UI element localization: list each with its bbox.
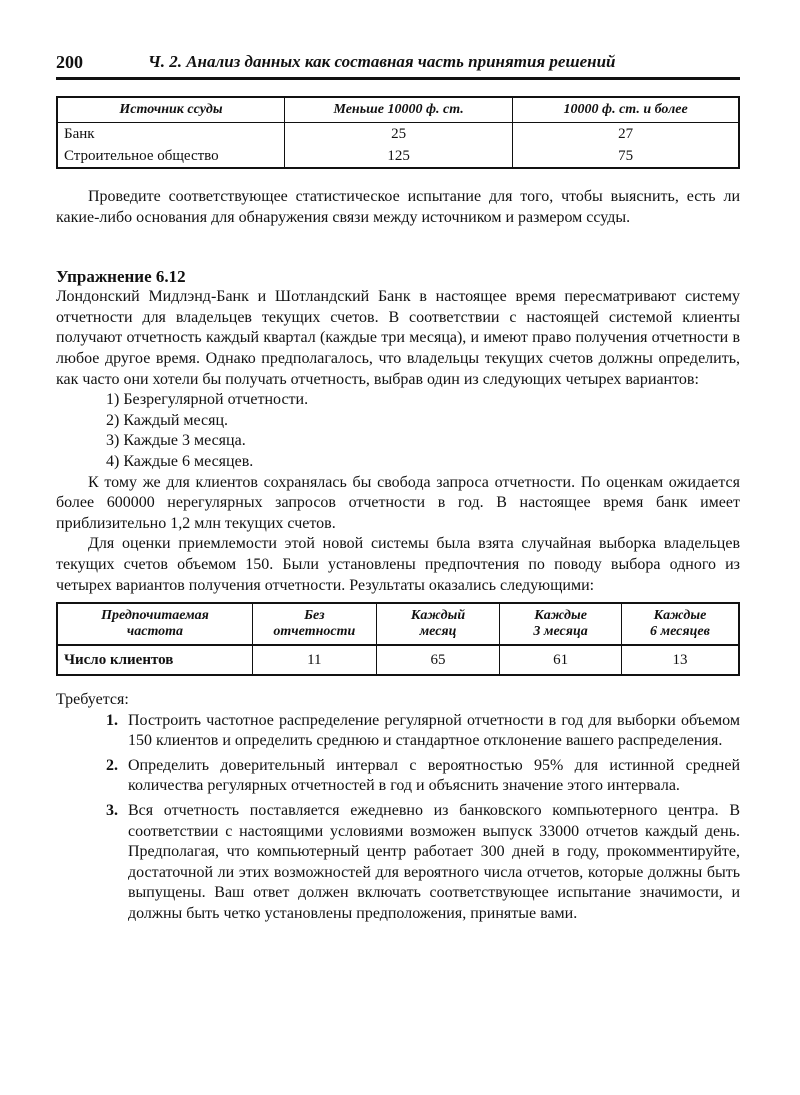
table-cell: 13 bbox=[672, 651, 688, 668]
task-number: 2. bbox=[106, 756, 118, 774]
task-text: Вся отчетность поставляется ежедневно из банковского компьютерного центра. В соответствии с настоящими условиями возможен выпуск 33000 отчетов каждый день. Предполагая, что компьютерный центр работает 300 дней в году, прокомментируйте, достаточной ли этих возможностей для вероятного числа отчетов, которые должны быть выпущены. Ваш ответ должен включать соответствующее испытание значимости, и должны быть четко установлены предположения, принятые вами. bbox=[128, 802, 740, 923]
paragraph: Проведите соответствующее статистическое испытание для того, чтобы выяснить, есть ли какие-либо основания для обнаружения связи между источником и размером ссуды. bbox=[56, 188, 740, 226]
page-number: 200 bbox=[56, 52, 83, 72]
task-text: Определить доверительный интервал с вероятностью 95% для истинной средней количества регулярных отчетностей в год и объяснить значение этого интервала. bbox=[128, 756, 740, 795]
table-row bbox=[57, 645, 739, 675]
table-header-cell bbox=[500, 603, 622, 645]
tasks-list bbox=[56, 711, 740, 925]
table-header-row bbox=[57, 97, 739, 123]
header-line: Предпочитаемая bbox=[101, 608, 209, 624]
header-line: 6 месяцев bbox=[650, 624, 710, 640]
table-row bbox=[57, 123, 739, 146]
table-cell: 75 bbox=[618, 147, 634, 164]
table-header-cell: Меньше 10000 ф. ст. bbox=[284, 97, 512, 123]
list-item: 3) Каждые 3 месяца. bbox=[106, 432, 246, 450]
table-cell: Банк bbox=[57, 123, 284, 146]
page-header bbox=[56, 52, 740, 76]
table-cell: Число клиентов bbox=[57, 645, 252, 675]
list-item bbox=[56, 756, 740, 797]
header-line: Каждый bbox=[410, 608, 466, 624]
header-line: Каждые bbox=[653, 608, 707, 624]
list-item: 1) Безрегулярной отчетности. bbox=[106, 391, 309, 409]
table-row bbox=[57, 145, 739, 168]
frequency-preference-table bbox=[56, 602, 740, 676]
running-head: Ч. 2. Анализ данных как составная часть принятия решений bbox=[148, 52, 616, 71]
table-cell: 65 bbox=[376, 645, 500, 675]
task-text: Построить частотное распределение регулярной отчетности в год для выборки объемом 150 клиентов и определить среднюю и стандартное отклонение вашего распределения. bbox=[128, 711, 740, 750]
header-line: месяц bbox=[419, 624, 457, 640]
table-header-cell: Источник ссуды bbox=[57, 97, 284, 123]
task-number: 3. bbox=[106, 802, 118, 820]
table-header-cell bbox=[252, 603, 376, 645]
header-line: Без bbox=[304, 608, 325, 624]
header-rule bbox=[56, 77, 740, 80]
list-item bbox=[56, 711, 740, 752]
table-header-cell bbox=[621, 603, 739, 645]
page bbox=[56, 52, 740, 929]
paragraph: К тому же для клиентов сохранялась бы свобода запроса отчетности. По оценкам ожидается более 600000 нерегулярных запросов отчетности в год. В настоящее время банк имеет приблизительно 1,2 млн текущих счетов. bbox=[56, 473, 740, 532]
list-item: 2) Каждый месяц. bbox=[106, 411, 229, 429]
required-label: Требуется: bbox=[56, 691, 129, 709]
table-header-row bbox=[57, 603, 739, 645]
table-header-cell bbox=[57, 603, 252, 645]
table-cell: 27 bbox=[618, 125, 634, 142]
table-cell: 11 bbox=[252, 645, 376, 675]
exercise-title: Упражнение 6.12 bbox=[56, 267, 186, 287]
list-item: 4) Каждые 6 месяцев. bbox=[106, 452, 254, 470]
table-header-cell: 10000 ф. ст. и более bbox=[513, 97, 739, 123]
list-item bbox=[56, 801, 740, 925]
header-line: частота bbox=[126, 624, 184, 640]
table-cell: 25 bbox=[284, 123, 512, 146]
header-line: Каждые bbox=[534, 608, 587, 624]
header-line: отчетности bbox=[273, 624, 356, 640]
table-header-cell bbox=[376, 603, 500, 645]
table-cell: 125 bbox=[284, 145, 512, 168]
table-cell: Строительное общество bbox=[57, 145, 284, 168]
header-line: 3 месяца bbox=[533, 624, 588, 640]
options-list bbox=[56, 390, 740, 472]
loan-source-table bbox=[56, 96, 740, 169]
exercise-intro: Лондонский Мидлэнд-Банк и Шотландский Банк в настоящее время пересматривают систему отчетности для владельцев текущих счетов. В соответствии с настоящей системой клиенты получают отчетность каждый квартал (каждые три месяца), и имеют право получения отчетности в любое другое время. Однако предполагалось, что владельцы текущих счетов должны определить, как часто они хотели бы получать отчетность, выбрав один из следующих четырех вариантов: bbox=[56, 288, 740, 388]
task-number: 1. bbox=[106, 711, 118, 729]
paragraph: Для оценки приемлемости этой новой системы была взята случайная выборка владельцев текущих счетов объемом 150. Были установлены предпочтения по поводу выбора одного из четырех вариантов получения отчетности. Результаты оказались следующими: bbox=[56, 535, 740, 594]
table-cell: 61 bbox=[500, 645, 622, 675]
